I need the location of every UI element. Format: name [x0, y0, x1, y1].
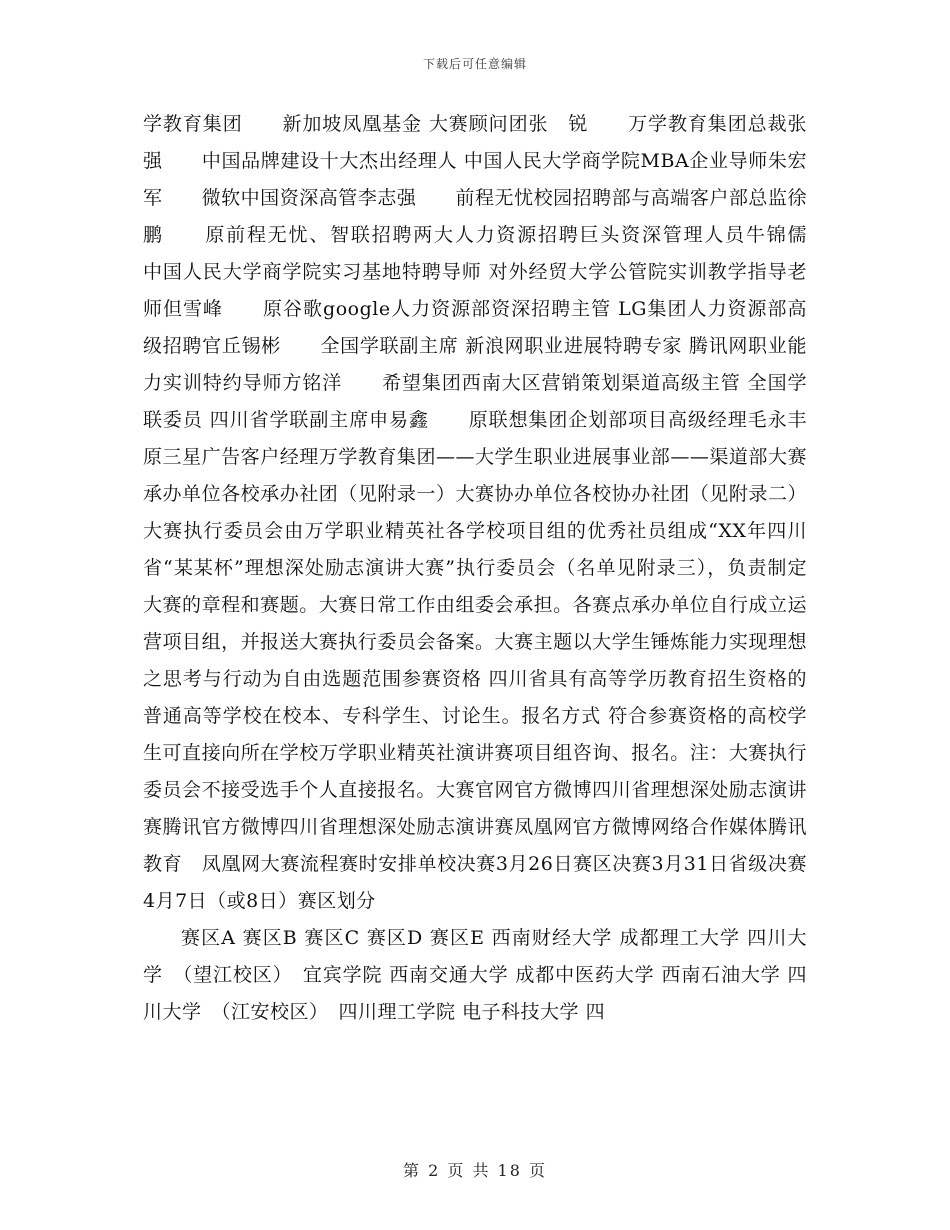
- paragraph-2: 赛区A 赛区B 赛区C 赛区D 赛区E 西南财经大学 成都理工大学 四川大学 （望江校区） 宜宾学院 西南交通大学 成都中医药大学 西南石油大学 四川大学 （江安校区） 四川理工学院 电子科技大学 四: [143, 927, 807, 1023]
- page-number: 第 2 页 共 18 页: [403, 1161, 547, 1180]
- page-header-note: 下载后可任意编辑: [422, 57, 527, 71]
- document-body: [143, 106, 847, 1031]
- paragraph-1: 学教育集团 新加坡凤凰基金 大赛顾问团张 锐 万学教育集团总裁张 强 中国品牌建设十大杰出经理人 中国人民大学商学院MBA企业导师朱宏军 微软中国资深高管李志强 前程无忧校园招聘部与高端客户部总监徐 鹏 原前程无忧、智联招聘两大人力资源招聘巨头资深管理人员牛锦儒 中国人民大学商学院实习基地特聘导师 对外经贸大学公管院实训教学指导老师但雪峰 原谷歌google人力资源部资深招聘主管 LG集团人力资源部高级招聘官丘锡彬 全国学联副主席 新浪网职业进展特聘专家 腾讯网职业能力实训特约导师方铭洋 希望集团西南大区营销策划渠道高级主管 全国学联委员 四川省学联副主席申易鑫 原联想集团企划部项目高级经理毛永丰 原三星广告客户经理万学教育集团——大学生职业进展事业部——渠道部大赛承办单位各校承办社团（见附录一）大赛协办单位各校协办社团（见附录二）大赛执行委员会由万学职业精英社各学校项目组的优秀社员组成“XX年四川省“某某杯”理想深处励志演讲大赛”执行委员会（名单见附录三），负责制定大赛的章程和赛题。大赛日常工作由组委会承担。各赛点承办单位自行成立运营项目组，并报送大赛执行委员会备案。大赛主题以大学生锤炼能力实现理想之思考与行动为自由选题范围参赛资格 四川省具有高等学历教育招生资格的普通高等学校在校本、专科学生、讨论生。报名方式 符合参赛资格的高校学生可直接向所在学校万学职业精英社演讲赛项目组咨询、报名。注：大赛执行委员会不接受选手个人直接报名。大赛官网官方微博四川省理想深处励志演讲赛腾讯官方微博四川省理想深处励志演讲赛凤凰网官方微博网络合作媒体腾讯教育 凤凰网大赛流程赛时安排单校决赛3月26日赛区决赛3月31日省级决赛4月7日（或8日）赛区划分: [143, 113, 847, 912]
